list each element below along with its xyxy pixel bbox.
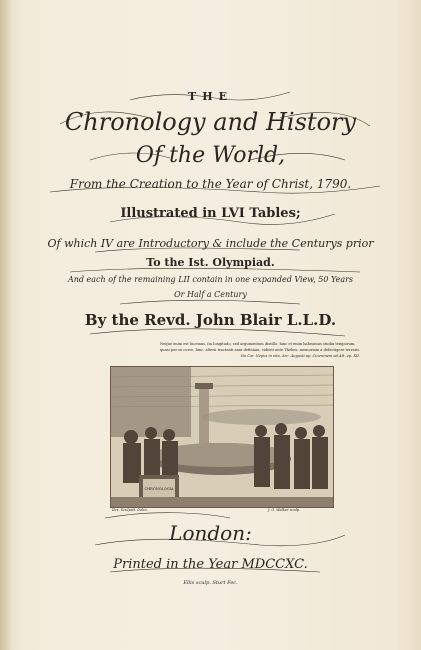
epigraph-text: Neque enim est lucemus, ita longitudo, sed argumentum distillo, hinc et enim habeamus studia temporum, quasi per se curre, hinc, alterii tractanti anni definiam, vidiisti ante Thebes, memoriam a defectigere terrarii.: [160, 342, 360, 352]
main-title: Chronology and History: [64, 108, 357, 136]
author-line: By the Revd. John Blair L.L.D.: [84, 311, 337, 329]
subtitle-world: Of the World,: [135, 143, 286, 168]
title-the: THE: [188, 90, 233, 103]
pedestal-text: CHRONOLOGIA: [144, 487, 174, 491]
plate-caption-left: Ilex. Sculpsit. Delin.: [112, 508, 148, 512]
imprint-city: London:: [169, 521, 252, 545]
imprint-engraver: Ellis sculp. Sturt Fec.: [183, 580, 238, 586]
engraved-plate: [110, 366, 334, 508]
plate-caption-right: J. G. Walker sculp.: [268, 508, 301, 512]
illustrated-line: Illustrated in LVI Tables;: [120, 206, 301, 221]
introductory-line: Of which IV are Introductory & include the Centurys prior: [47, 237, 374, 250]
remaining-tables-line: And each of the remaining LII contain in one expanded View, 50 Years: [67, 275, 354, 284]
date-range-line: From the Creation to the Year of Christ, 1790.: [69, 177, 352, 191]
epigraph: [160, 341, 360, 359]
olympiad-line: To the Ist. Olympiad.: [146, 256, 275, 269]
imprint-printed: Printed in the Year MDCCXC.: [113, 557, 308, 572]
epigraph-source: Ita Cor. Nepos in vita, Arc. Augusti ap. Ciceronem ad Att. ep. XII.: [241, 354, 360, 358]
plate-illustration: [111, 367, 333, 507]
half-century-line: Or Half a Century: [174, 290, 247, 299]
